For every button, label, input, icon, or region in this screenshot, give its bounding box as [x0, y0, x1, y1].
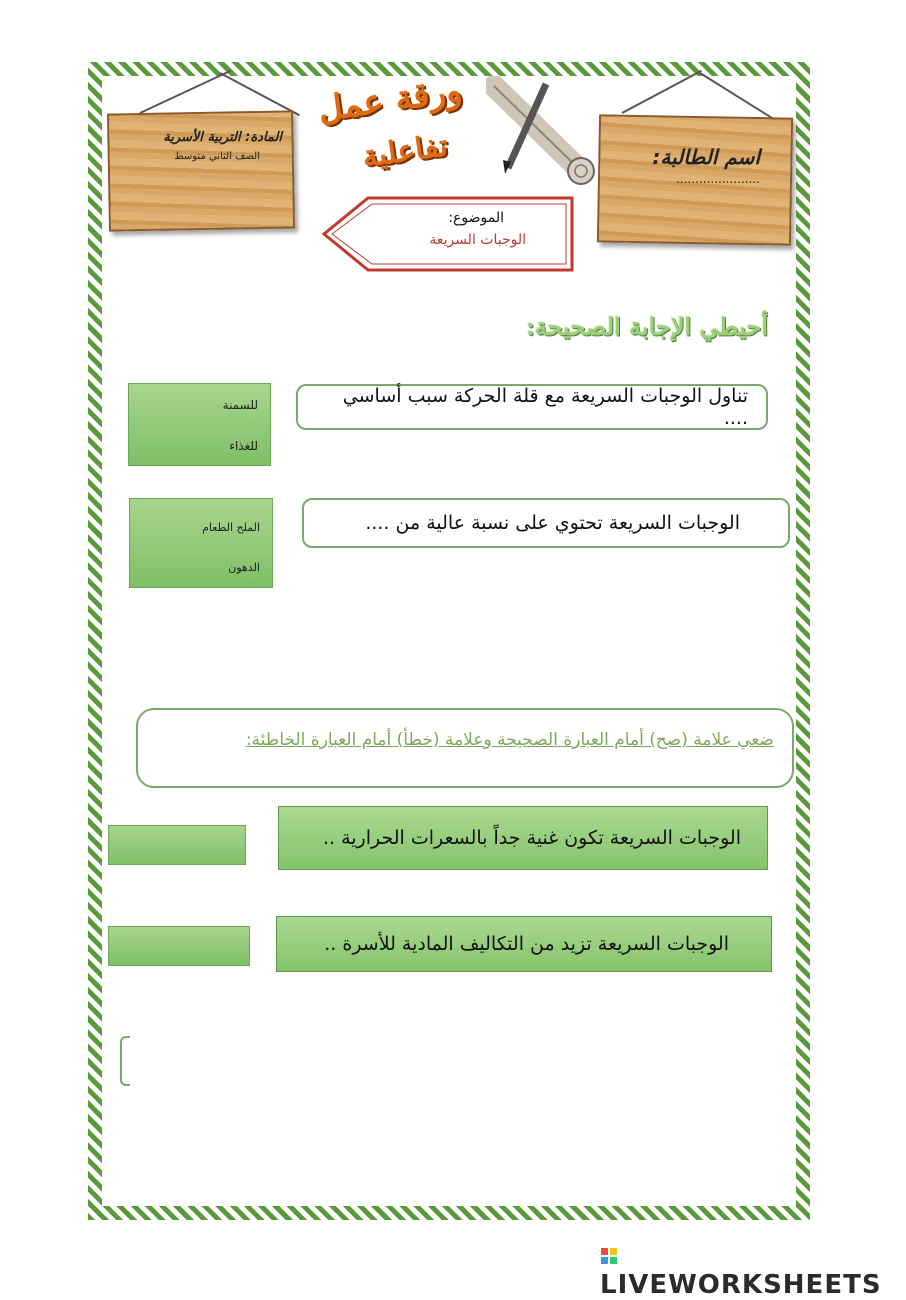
question-1-box: [296, 384, 768, 430]
section1-title: أحيطي الإجابة الصحيحة:: [526, 312, 768, 341]
student-name-label: اسم الطالبة:: [652, 145, 760, 169]
grade-label: الصف الثاني متوسط: [174, 151, 260, 162]
statement-1-answer[interactable]: [108, 825, 246, 865]
topic-value: الوجبات السريعة: [429, 232, 526, 248]
section2-instruction: ضعي علامة (صح) أمام العبارة الصحيحة وعلامة (خطأ) أمام العبارة الخاطئة:: [245, 730, 774, 750]
subject-plank: [107, 110, 295, 231]
question-2-box: [302, 498, 790, 548]
option-fats[interactable]: الدهون: [228, 561, 260, 574]
statement-1-box: [278, 806, 768, 870]
question-2-options: [129, 498, 273, 588]
student-name-field[interactable]: ......................: [676, 172, 760, 186]
section2-instruction-box: [136, 708, 794, 788]
question-2-text: الوجبات السريعة تحتوي على نسبة عالية من ....: [365, 512, 740, 534]
option-salt[interactable]: الملح الطعام: [202, 521, 260, 534]
option-food[interactable]: للغذاء: [229, 439, 258, 453]
subject-label: المادة: التربية الأسرية: [163, 130, 282, 145]
question-1-options: [128, 383, 271, 466]
option-obesity[interactable]: للسمنة: [222, 398, 258, 412]
worksheet-subtitle: تفاعلية: [360, 128, 450, 175]
statement-2-answer[interactable]: [108, 926, 250, 966]
topic-label: الموضوع:: [448, 210, 504, 226]
statement-2-box: [276, 916, 772, 972]
liveworksheets-logo: [600, 1240, 906, 1300]
question-1-text: تناول الوجبات السريعة مع قلة الحركة سبب أساسي ....: [342, 385, 748, 429]
statement-2-text: الوجبات السريعة تزيد من التكاليف المادية للأسرة ..: [324, 933, 729, 955]
pencil-log-icon: [486, 76, 598, 186]
statement-1-text: الوجبات السريعة تكون غنية جداً بالسعرات الحرارية ..: [322, 827, 741, 849]
bracket-mark: [120, 1036, 130, 1086]
worksheet-title: ورقة عمل: [315, 70, 465, 130]
brand-text: LIVEWORKSHEETS: [600, 1270, 882, 1300]
